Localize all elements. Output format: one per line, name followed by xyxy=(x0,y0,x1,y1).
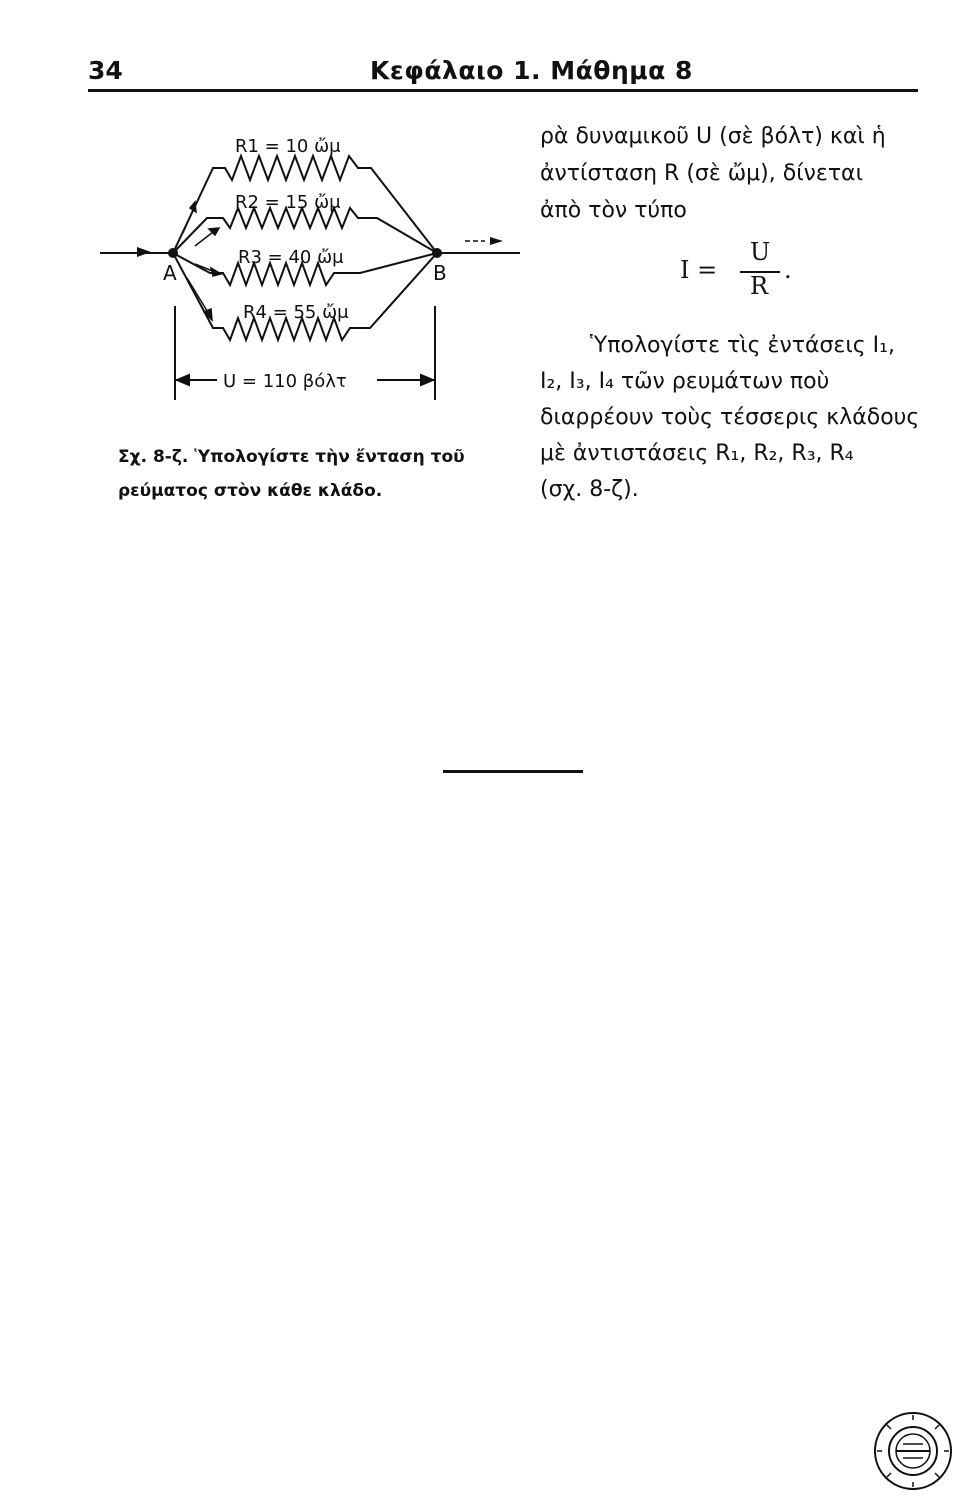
output-arrow-icon xyxy=(490,237,503,245)
formula-numerator: U xyxy=(750,238,771,266)
formula-trail: . xyxy=(784,256,792,284)
exercise-line-5: (σχ. 8-ζ). xyxy=(540,477,639,502)
exercise-line-1: Ὑπολογίστε τὶς ἐντάσεις I₁, xyxy=(590,333,895,358)
running-head: Κεφάλαιο 1. Μάθημα 8 xyxy=(370,56,693,85)
page-number: 34 xyxy=(88,56,123,85)
header-rule xyxy=(88,89,918,92)
voltage-label: U = 110 βόλτ xyxy=(223,371,347,392)
input-arrow-icon xyxy=(137,247,151,257)
circuit-diagram xyxy=(95,128,525,428)
body-line-1: ρὰ δυναμικοῦ U (σὲ βόλτ) καὶ ἡ xyxy=(540,124,886,149)
body-line-2: ἀντίσταση R (σὲ ὤμ), δίνεται xyxy=(540,161,864,186)
resistor-r3-label: R3 = 40 ὤμ xyxy=(238,247,344,268)
resistor-r2-label: R2 = 15 ὤμ xyxy=(235,192,341,213)
caption-line-1: Σχ. 8-ζ. Ὑπολογίστε τὴν ἔνταση τοῦ xyxy=(118,447,465,467)
exercise-line-4: μὲ ἀντιστάσεις R₁, R₂, R₃, R₄ xyxy=(540,441,854,466)
formula-denominator: R xyxy=(750,272,769,300)
circuit-figure xyxy=(95,128,525,428)
resistor-r1-label: R1 = 10 ὤμ xyxy=(235,136,341,157)
caption-line-2: ρεύματος στὸν κάθε κλάδο. xyxy=(118,481,383,501)
publisher-seal-icon xyxy=(872,1410,954,1492)
body-line-3: ἀπὸ τὸν τύπο xyxy=(540,198,687,223)
figure-caption xyxy=(118,440,528,508)
exercise-line-3: διαρρέουν τοὺς τέσσερις κλάδους xyxy=(540,405,920,430)
resistor-r4-label: R4 = 55 ὤμ xyxy=(243,302,349,323)
formula-lhs: I = xyxy=(680,256,718,284)
exercise-line-2: I₂, I₃, I₄ τῶν ρευμάτων ποὺ xyxy=(540,369,830,394)
node-b-label: B xyxy=(433,261,447,285)
node-a-label: A xyxy=(163,261,177,285)
ohm-law-formula xyxy=(680,238,820,308)
page-header xyxy=(88,56,918,90)
exercise-paragraph xyxy=(540,328,935,508)
section-end-rule xyxy=(443,770,583,773)
body-text xyxy=(540,118,935,229)
